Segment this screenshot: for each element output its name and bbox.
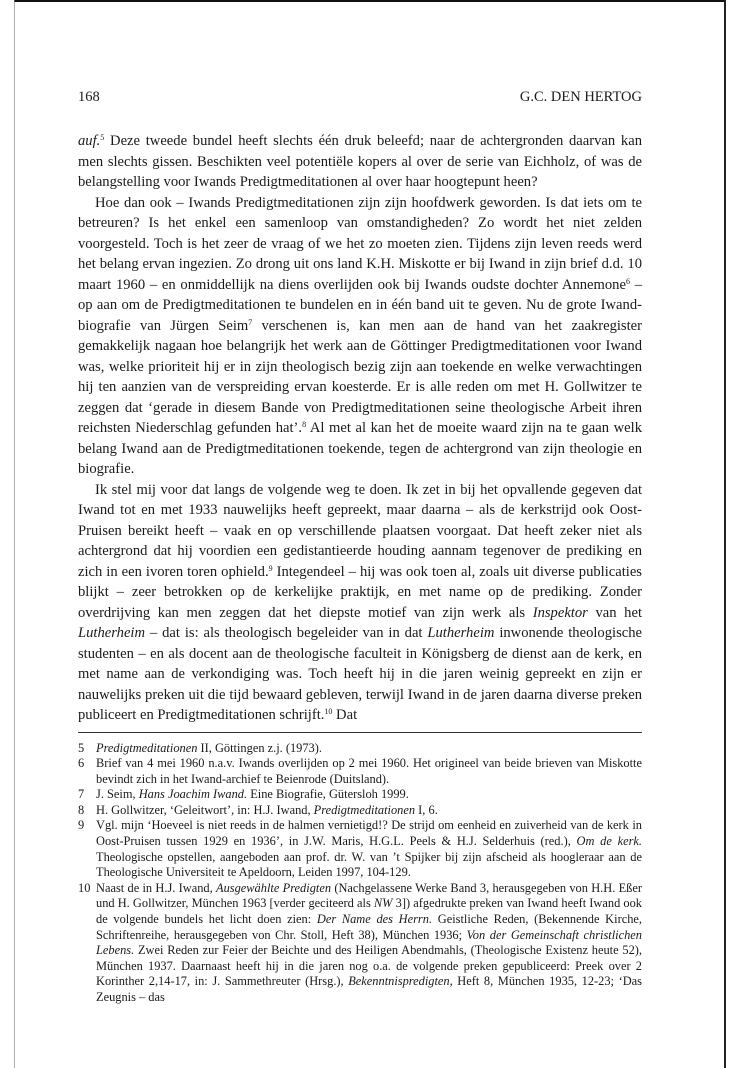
footnote-number: 8	[78, 802, 85, 817]
footnote-text	[96, 756, 642, 787]
text-run: Naast de in H.J. Iwand,	[96, 880, 217, 895]
text-run: Von der Gemeinschaft christlichen Lebens.	[96, 927, 642, 958]
text-run: NW	[373, 896, 393, 911]
text-run: Geistliche Reden, (Bekennende Kirche, Schriftenreihe, herausgegeben von Chr. Stoll, Heft 38), München 1936;	[96, 912, 642, 942]
document-page	[78, 89, 642, 1006]
footnote-rule	[78, 732, 642, 733]
body-text	[78, 131, 642, 726]
text-run: – op aan om de Predigtmeditationen te bundelen en in één band uit te geven. Nu de grote Iwand-biografie van Jürgen Seim	[78, 276, 642, 334]
text-run: Predigtmeditationen	[313, 802, 416, 817]
text-run: H. Gollwitzer, ‘Geleitwort’, in: H.J. Iwand,	[96, 802, 314, 817]
footnote-ref: 9	[268, 563, 273, 573]
text-run: Eine Biografie, Gütersloh 1999.	[247, 787, 409, 802]
footnote	[78, 787, 642, 803]
text-run: inwonende theologische studenten – en als docent aan de theologische faculteit in Königsberg de dienst aan de kerk, en met name aan de verkondiging was. Toch heeft hij in die jaren weinig gepreekt en zijn er nauwelijks preken uit die tijd bewaard gebleven, terwijl Iwand in de jaren daarna diverse preken publiceert en Predigtmeditationen schrijft.	[78, 625, 642, 723]
scan-edge-right	[724, 0, 726, 1068]
footnote-text	[96, 803, 642, 819]
footnote-text	[96, 881, 642, 1006]
footnote-number: 9	[78, 818, 85, 833]
text-run: Deze tweede bundel heeft slechts één druk beleefd; naar de achtergronden daarvan kan men slechts gissen. Beschikten veel potentiële kopers al over de serie van Eichholz, of was de belangstelling voor Iwands Predigtmeditationen al over haar hoogtepunt heen?	[78, 133, 642, 190]
text-run: Ik stel mij voor dat langs de volgende weg te doen. Ik zet in bij het opvallende gegeven dat Iwand tot en met 1933 nauwelijks heeft gepreekt, maar daarna – als de kerkstrijd ook Oost-Pruisen bereikt heeft – vaak en op verschillende plaatsen voorgaat. Dat heeft zeker niet als achtergrond dat hij voordien een gedistantieerde houding aannam tegenover de prediking en zich in een ivoren toren ophield.	[78, 481, 642, 580]
text-run: I, 6.	[415, 802, 438, 817]
text-run: Hoe dan ook – Iwands Predigtmeditationen zijn zijn hoofdwerk geworden. Is dat iets om te betreuren? Is het enkel een samenloop van omstandigheden? Zo wordt het niet zelden voorgesteld. Toch is het zeer de vraag of we het zo moeten zien. Tijdens zijn leven reeds werd het belang ervan ingezien. Zo drong uit ons land K.H. Miskotte er bij Iwand in zijn brief d.d. 10 maart 1960 – en onmiddellijk na diens overlijden ook bij Iwands oudste dochter Annemone	[78, 194, 642, 293]
text-run: – dat is: als theologisch begeleider van in dat	[145, 625, 428, 641]
footnote-number: 5	[78, 740, 85, 755]
footnote-ref: 10	[324, 707, 333, 716]
text-run: Integendeel – hij was ook toen al, zoals uit diverse publicaties blijkt – zeer betrokken op de kerkelijke praktijk, en met name op de prediking. Zonder overdrijving kan men zeggen dat het diepste motief van zijn werk als	[78, 563, 642, 621]
text-run: Om de kerk.	[576, 834, 642, 849]
text-run: Inspektor	[532, 604, 588, 621]
footnote	[78, 741, 642, 757]
footnote-ref: 7	[248, 317, 253, 327]
footnotes	[78, 741, 642, 1006]
text-run: , Heft 8, München 1935, 12-23; ‘Das Zeugnis – das	[96, 974, 642, 1004]
text-run: II, Göttingen z.j. (1973).	[197, 740, 322, 755]
text-run: (Nachgelassene Werke Band 3, herausgegeben von H.H. Eßer und H. Gollwitzer, München 1963 [verder geciteerd als	[96, 880, 642, 911]
scan-edge-left	[14, 0, 15, 1068]
paragraph	[78, 193, 642, 480]
text-run: Brief van 4 mei 1960 n.a.v. Iwands overlijden op 2 mei 1960. Het origineel van beide brieven van Miskotte bevindt zich in het Iwand-archief te Beienrode (Duitsland).	[96, 756, 642, 786]
footnote-text	[96, 787, 642, 803]
footnote-number: 6	[78, 756, 85, 771]
text-run: Hans Joachim Iwand.	[138, 787, 248, 802]
page-number: 168	[78, 89, 100, 105]
text-run: Dat	[332, 707, 358, 723]
text-run: Vgl. mijn ‘Hoeveel is niet reeds in de halmen vernietigd!? De strijd om eenheid en zuiverheid van de kerk in Oost-Pruisen tussen 1929 en 1936’, in J.W. Maris, H.G.L. Peels & H.J. Selderhuis (red.),	[96, 818, 642, 849]
text-run: Lutherheim	[427, 625, 495, 641]
text-run: J. Seim,	[96, 787, 139, 802]
text-run: van het	[587, 604, 642, 621]
text-run: Al met al kan het de moeite waard zijn na te gaan welk belang Iwand aan de Predigtmeditationen toekende, tegen de achtergrond van zijn theologie en biografie.	[78, 420, 643, 477]
paragraph	[78, 480, 642, 726]
text-run: 3]) afgedrukte preken van Iwand heeft Iwand ook de volgende bundels het licht doen zien:	[96, 896, 642, 927]
text-run: auf.	[78, 133, 101, 149]
text-run: Lutherheim	[78, 625, 146, 641]
running-head: G.C. DEN HERTOG	[519, 89, 642, 105]
text-run: Ausgewählte Predigten	[216, 880, 332, 895]
footnote-ref: 6	[625, 276, 630, 286]
footnote	[78, 881, 642, 1006]
footnote-ref: 8	[302, 420, 307, 429]
footnote-number: 10	[78, 880, 91, 895]
footnote-ref: 5	[100, 133, 105, 142]
footnote-text	[96, 741, 642, 757]
footnote	[78, 756, 642, 787]
text-run: Der Name des Herrn.	[316, 912, 433, 927]
footnote	[78, 818, 642, 880]
text-run: Bekenntnispredigten	[348, 974, 450, 989]
footnote-text	[96, 818, 642, 880]
text-run: Zwei Reden zur Feier der Beichte und des Heiligen Abendmahls, (Theologische Existenz heute 52), München 1937. Daarnaast heeft hij in die jaren nog o.a. de volgende preken gepubliceerd: Preek over 2 Korinther 2,14-17, in: J. Sammethreuter (Hrsg.),	[96, 943, 642, 989]
text-run: Theologische opstellen, aangeboden aan prof. dr. W. van ’t Spijker bij zijn afscheid als hoogleraar aan de Theologische Universiteit te Apeldoorn, Leiden 1997, 104-129.	[96, 849, 642, 880]
page-header	[78, 89, 642, 106]
text-run: Predigtmeditationen	[96, 740, 198, 755]
text-run: verschenen is, kan men aan de hand van het zaakregister gemakkelijk nagaan hoe belangrijk het werk aan de Göttinger Predigtmeditationen voor Iwand was, welke prioriteit hij er in zijn theologisch bezig zijn aan toekende en welke verwachtingen hij ten aanzien van de verspreiding ervan koesterde. Er is alle reden om met H. Gollwitzer te zeggen dat ‘gerade in diesem Bande von Predigtmeditationen seine theologische Arbeit ihren reichsten Niederschlag gefunden hat’.	[78, 317, 643, 436]
footnote-number: 7	[78, 787, 85, 802]
paragraph	[78, 131, 642, 193]
scan-edge-top	[14, 0, 726, 2]
footnote	[78, 803, 642, 819]
